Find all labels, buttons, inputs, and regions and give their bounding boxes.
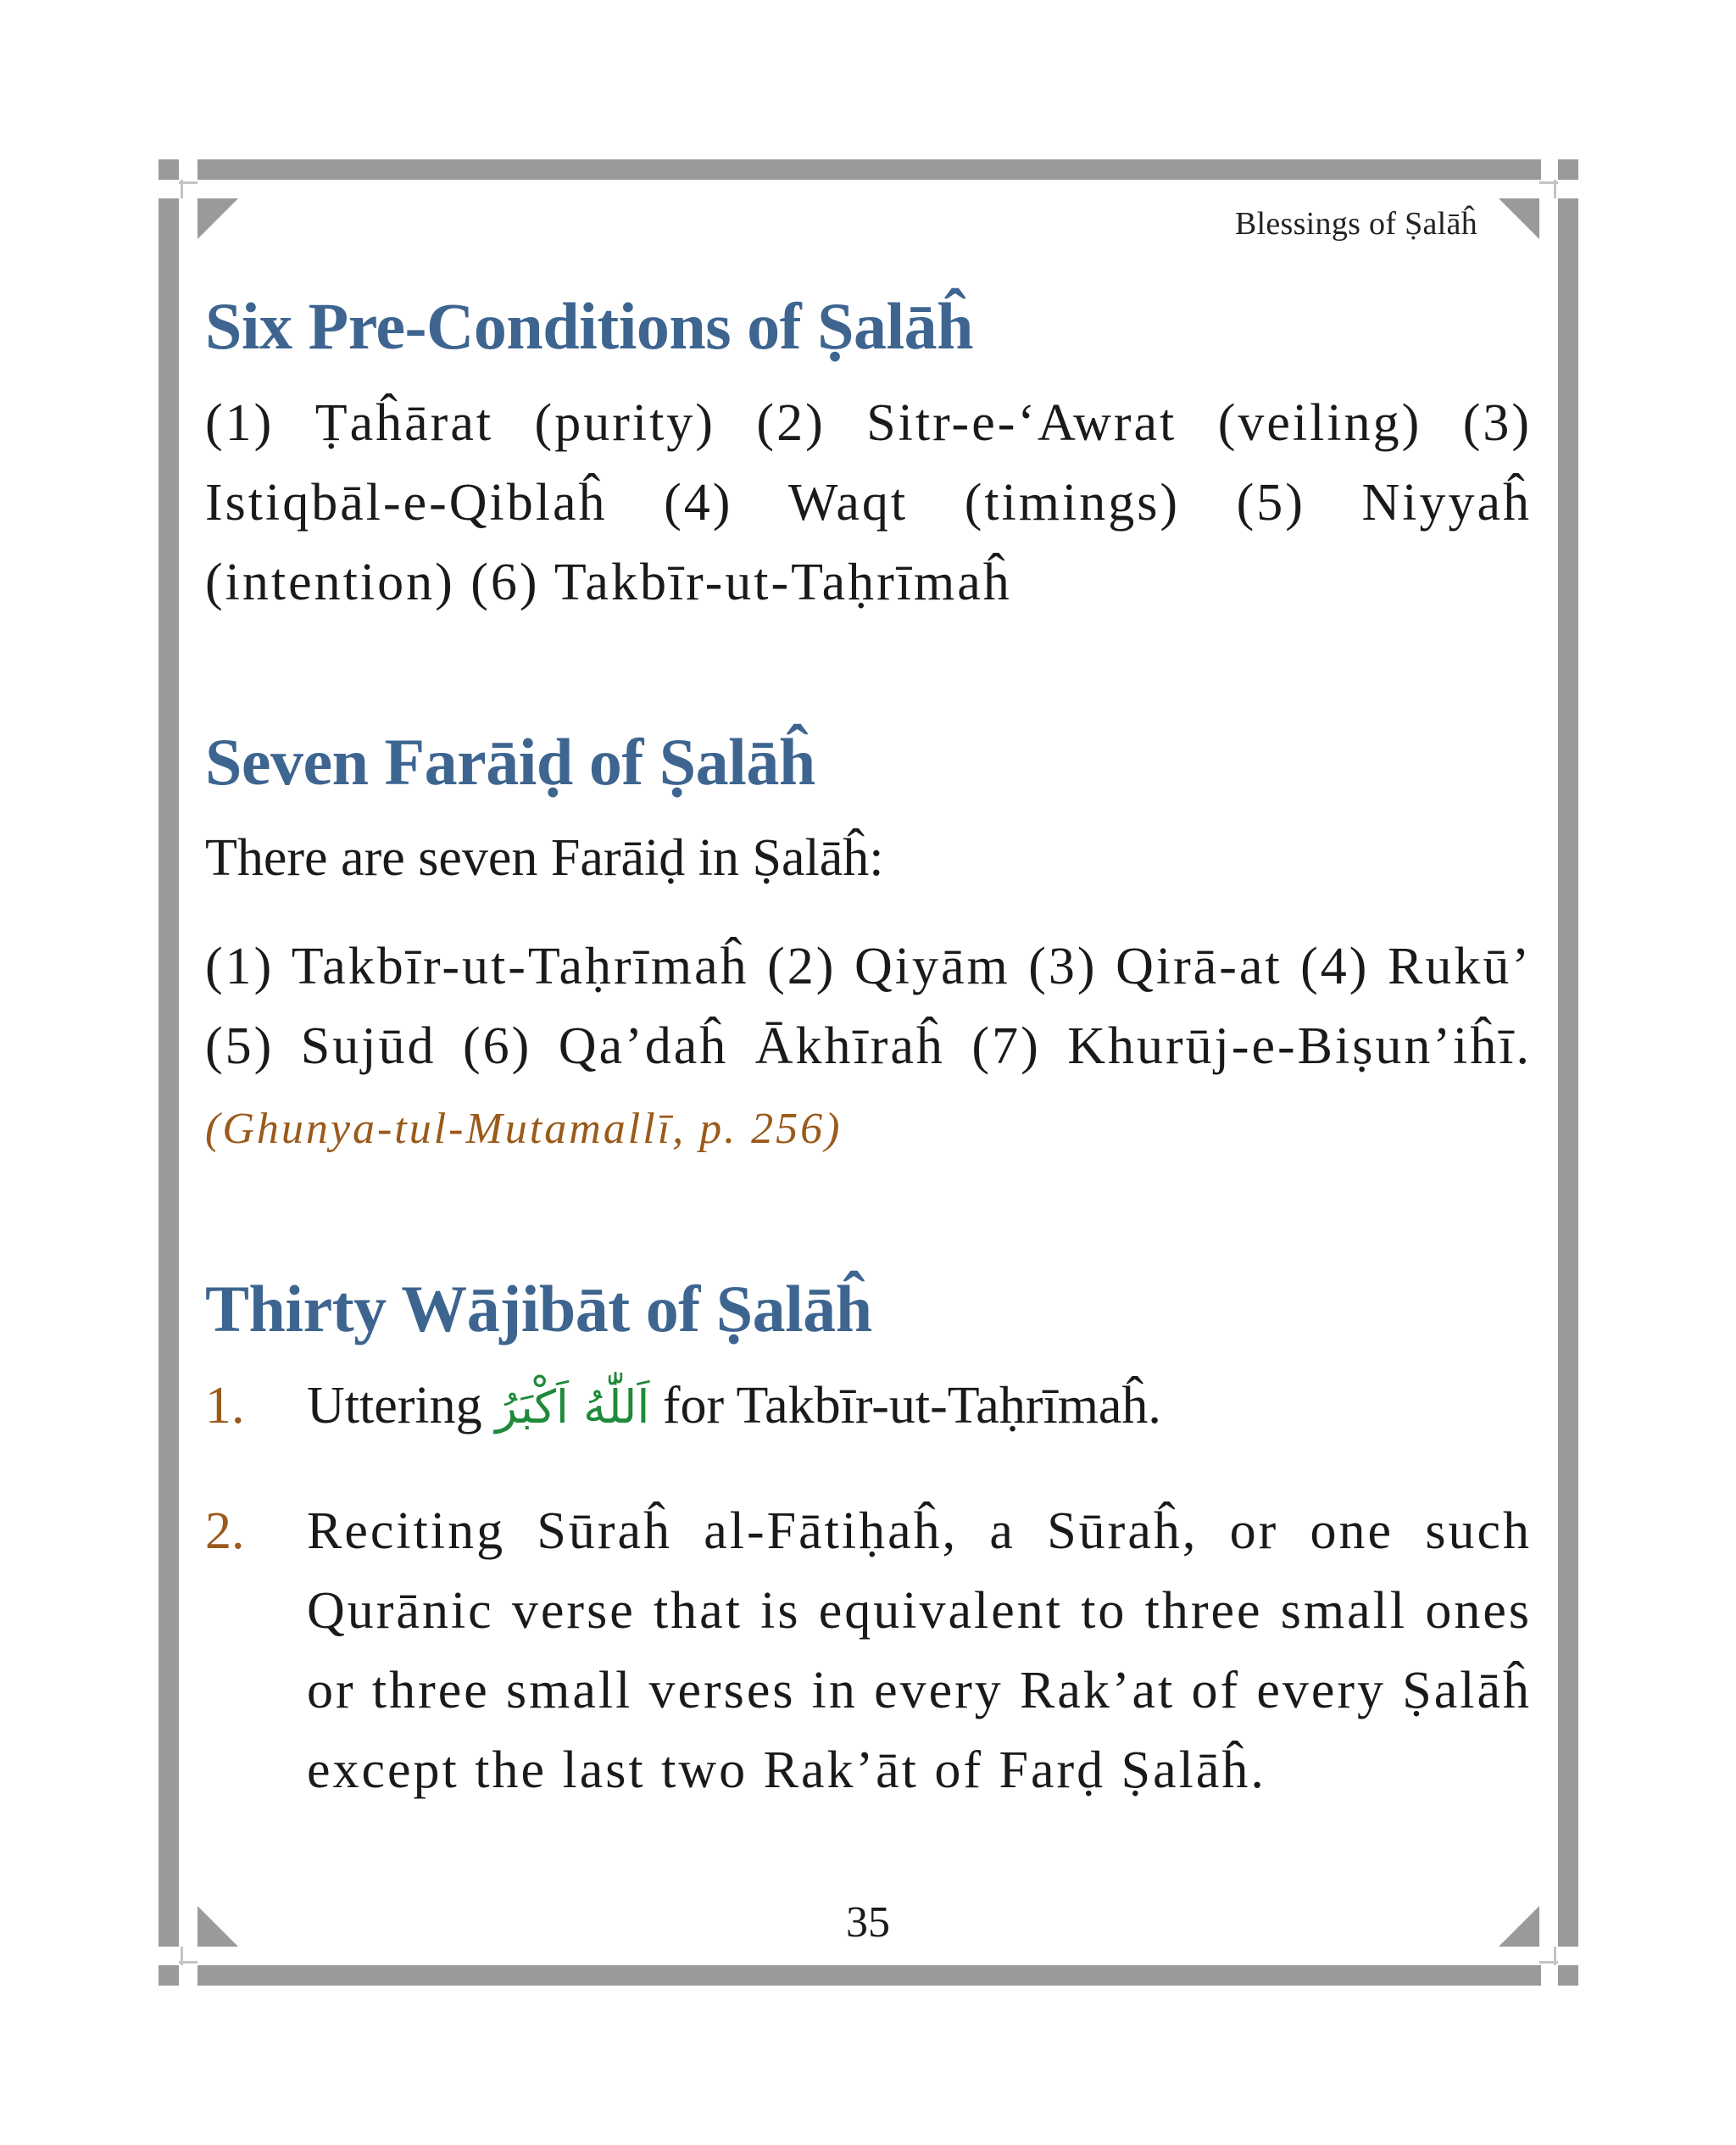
frame-triangle-top-left: [198, 198, 238, 239]
running-head: Blessings of Ṣalāĥ: [1234, 206, 1477, 242]
heading-preconditions: Six Pre-Conditions of Ṣalāĥ: [205, 289, 974, 363]
frame-top-bar: [198, 159, 1541, 180]
frame-corner-top-left: [159, 159, 198, 198]
faraid-list-paragraph: [205, 927, 1532, 1169]
frame-bottom-bar: [198, 1965, 1541, 1986]
faraid-reference: (Ghunya-tul-Mutamallī, p. 256): [205, 1105, 843, 1154]
page-number: 35: [846, 1898, 890, 1947]
frame-corner-top-right: [1539, 159, 1578, 198]
arabic-takbir-text: اَللّٰهُ اَكْبَرُ: [495, 1379, 650, 1434]
list-item-number: 2.: [205, 1502, 245, 1560]
wajibat-list: [205, 1366, 1532, 1810]
page-content: [205, 287, 1532, 1854]
list-item-text-before: Uttering: [307, 1376, 482, 1435]
list-item: [205, 1366, 1532, 1447]
frame-triangle-top-right: [1499, 198, 1539, 239]
faraid-intro: There are seven Farāiḍ in Ṣalāĥ:: [205, 829, 884, 888]
heading-wajibat: Thirty Wājibāt of Ṣalāĥ: [205, 1272, 872, 1346]
faraid-list-text: (1) Takbīr-ut-Taḥrīmaĥ (2) Qiyām (3) Qirā-at (4) Rukū’ (5) Sujūd (6) Qa’daĥ Ākhīraĥ (7) Khurūj-e-Biṣun’iĥī.: [205, 938, 1532, 1076]
list-item: [205, 1491, 1532, 1810]
preconditions-text: (1) Ṭaĥārat (purity) (2) Sitr-e-‘Awrat (veiling) (3) Istiqbāl-e-Qiblaĥ (4) Waqt (timings) (5) Niyyaĥ (intention) (6) Takbīr-ut-Taḥrīmaĥ: [205, 393, 1532, 611]
list-item-text: Reciting Sūraĥ al-Fātiḥaĥ, a Sūraĥ, or one such Qurānic verse that is equivalent to three small ones or three small verses in every Rak’at of every Ṣalāĥ except the last two Rak’āt of Farḍ Ṣalāĥ.: [307, 1502, 1532, 1799]
list-item-number: 1.: [205, 1376, 245, 1435]
list-item-text-after: for Takbīr-ut-Taḥrīmaĥ.: [662, 1376, 1161, 1435]
heading-faraid: Seven Farāiḍ of Ṣalāĥ: [205, 724, 815, 799]
frame-right-bar: [1558, 198, 1578, 1947]
frame-corner-bottom-right: [1539, 1947, 1578, 1986]
frame-left-bar: [159, 198, 179, 1947]
frame-corner-bottom-left: [159, 1947, 198, 1986]
